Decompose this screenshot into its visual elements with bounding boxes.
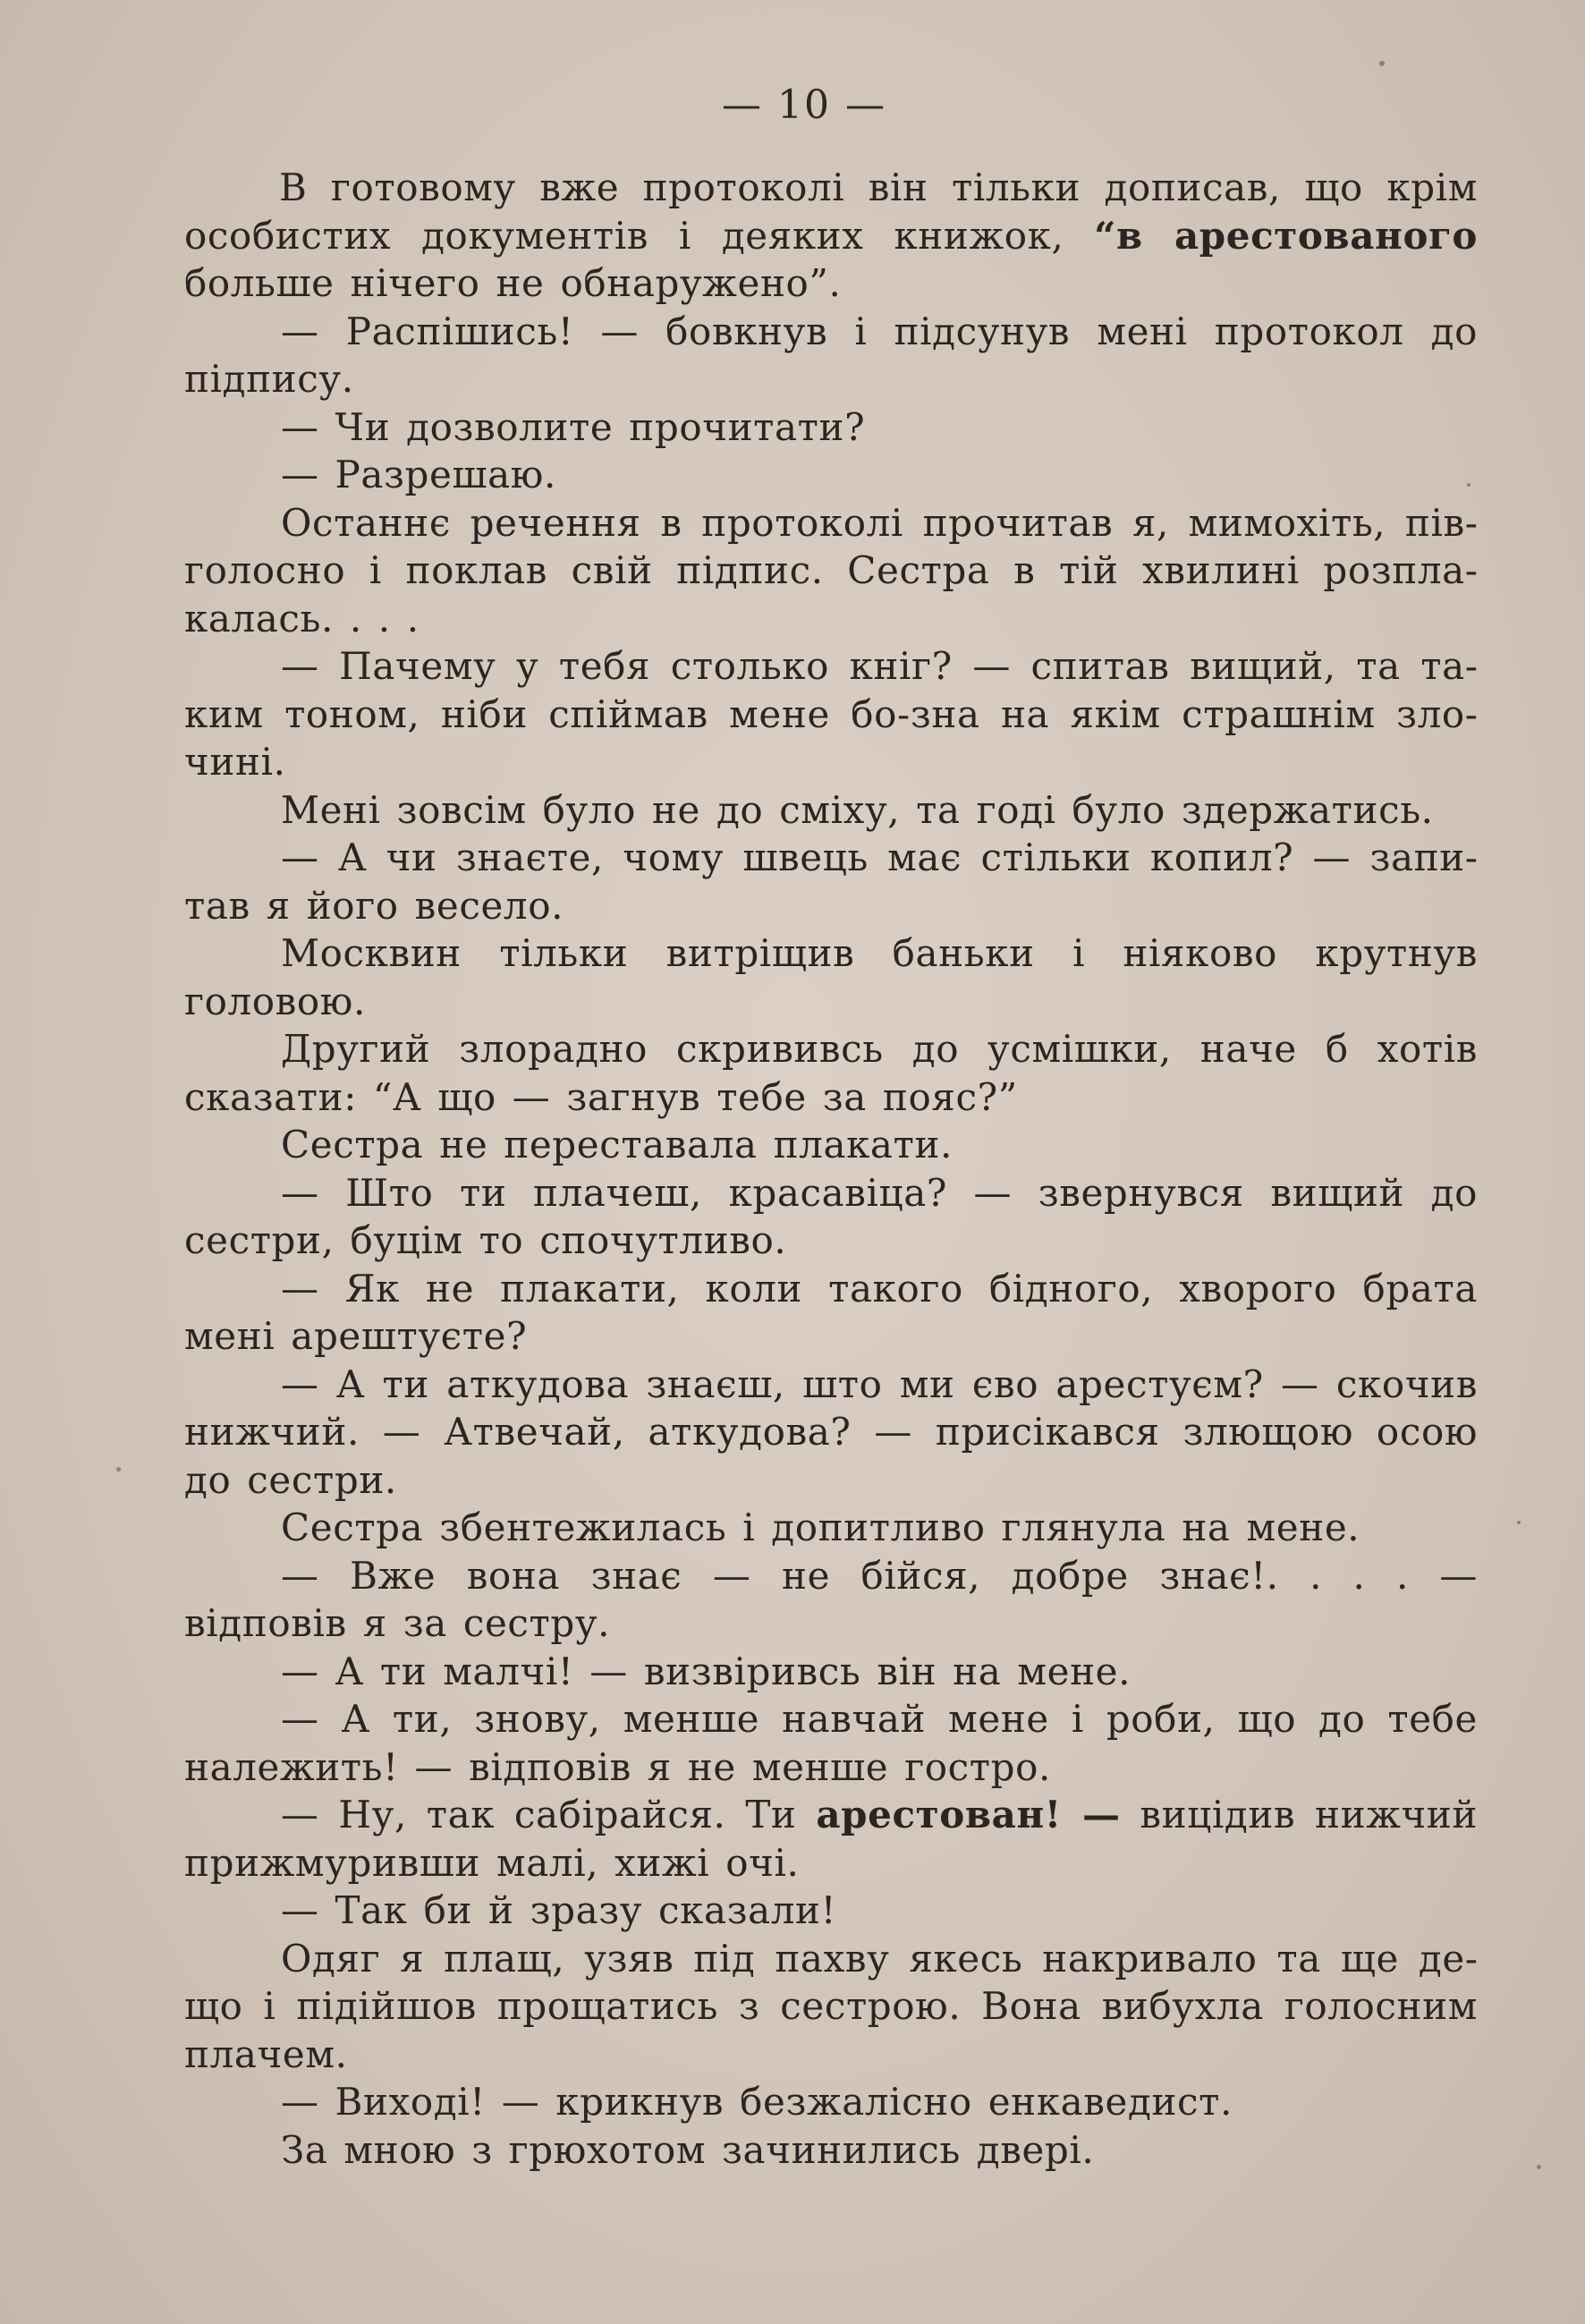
text-segment: — А ти, знову, менше навчай мене і роби, що до тебе належить! — відповів я не менше гостро.	[184, 1697, 1478, 1789]
text-segment: — Так би й зразу сказали!	[281, 1888, 837, 1932]
paragraph	[184, 451, 1478, 499]
text-segment: За мною з грюхотом зачинились двері.	[281, 2127, 1095, 2172]
paper-speck	[1537, 2165, 1541, 2169]
paragraph	[184, 164, 1478, 308]
text-segment: вицідив нижчий прижмуривши малі, хижі очі.	[184, 1793, 1478, 1885]
text-segment: больше нічего не обнаружено”.	[184, 261, 842, 305]
paper-speck	[1517, 1521, 1521, 1524]
bold-text: арестован! —	[816, 1793, 1121, 1836]
paper-speck	[116, 1467, 121, 1472]
text-segment: — А ти малчі! — визвіривсь він на мене.	[281, 1649, 1132, 1693]
paper-speck	[1379, 61, 1385, 66]
paragraph	[184, 642, 1478, 786]
body-text	[184, 164, 1478, 2174]
text-segment: Сестра не переставала плакати.	[281, 1123, 953, 1166]
text-segment: Сестра збентежилась і допитливо глянула на мене.	[281, 1506, 1360, 1549]
paragraph	[184, 2078, 1478, 2126]
text-segment: — Што ти плачеш, красавіца? — звернувся вищий до сестри, буцім то спочутливо.	[184, 1170, 1478, 1262]
text-segment: — Ну, так сабірайся. Ти	[281, 1793, 817, 1836]
paragraph	[184, 834, 1478, 929]
paragraph	[184, 1648, 1478, 1696]
text-segment: — Распішись! — бовкнув і підсунув мені протокол до підпису.	[184, 309, 1478, 401]
text-segment: — Разрешаю.	[281, 453, 556, 496]
paragraph	[184, 929, 1478, 1025]
paragraph	[184, 1121, 1478, 1169]
bold-text: “в арестованого	[1094, 213, 1479, 258]
paragraph	[184, 1169, 1478, 1265]
paragraph	[184, 1361, 1478, 1505]
paragraph	[184, 1265, 1478, 1361]
text-segment: Одяг я плащ, узяв під пахву якесь накривало та ще дещо і підійшов прощатись з сестрою. Вона вибухла голосним плачем.	[184, 1936, 1478, 2076]
text-segment: — Виході! — крикнув безжалісно енкаведист.	[281, 2080, 1233, 2124]
paragraph	[184, 1552, 1478, 1648]
text-segment: Мені зовсім було не до сміху, та годі було здержатись.	[281, 787, 1434, 832]
paragraph	[184, 786, 1478, 835]
page-number: — 10 —	[722, 82, 886, 128]
paragraph	[184, 1935, 1478, 2079]
text-segment: Останнє речення в протоколі прочитав я, мимохіть, півголосно і поклав свій підпис. Сестра в тій хвилині розплакалась. . . .	[184, 500, 1478, 640]
text-segment: — Вже вона знає — не бійся, добре знає!. . . . — відповів я за сестру.	[184, 1553, 1478, 1645]
paragraph	[184, 403, 1478, 452]
paragraph	[184, 308, 1478, 403]
paragraph	[184, 2126, 1478, 2175]
paragraph	[184, 1887, 1478, 1935]
paragraph	[184, 1695, 1478, 1791]
text-segment: — А ти аткудова знаєш, што ми єво арестуєм? — скочив нижчий. — Атвечай, аткудова? — присікався злющою осою до сестри.	[184, 1361, 1478, 1502]
text-segment: В готовому вже протоколі він тільки дописав, що крім особистих документів і деяких книжок,	[184, 165, 1478, 258]
text-segment: — А чи знаєте, чому швець має стільки копил? — запитав я його весело.	[184, 835, 1478, 928]
text-segment: Другий злорадно скрививсь до усмішки, наче б хотів сказати: “А що — загнув тебе за пояс?”	[184, 1027, 1478, 1119]
text-segment: Москвин тільки витріщив баньки і ніяково крутнув головою.	[184, 931, 1478, 1023]
paragraph	[184, 1025, 1478, 1121]
paper-speck	[1467, 483, 1471, 487]
text-segment: — Чи дозволите прочитати?	[281, 404, 866, 449]
text-segment: — Пачему у тебя столько кніг? — спитав вищий, та таким тоном, ніби спіймав мене бо-зна на якім страшнім злочині.	[184, 644, 1478, 784]
paragraph	[184, 1504, 1478, 1552]
text-segment: — Як не плакати, коли такого бідного, хворого брата мені арештуєте?	[184, 1266, 1478, 1358]
paragraph	[184, 499, 1478, 643]
paragraph	[184, 1791, 1478, 1887]
